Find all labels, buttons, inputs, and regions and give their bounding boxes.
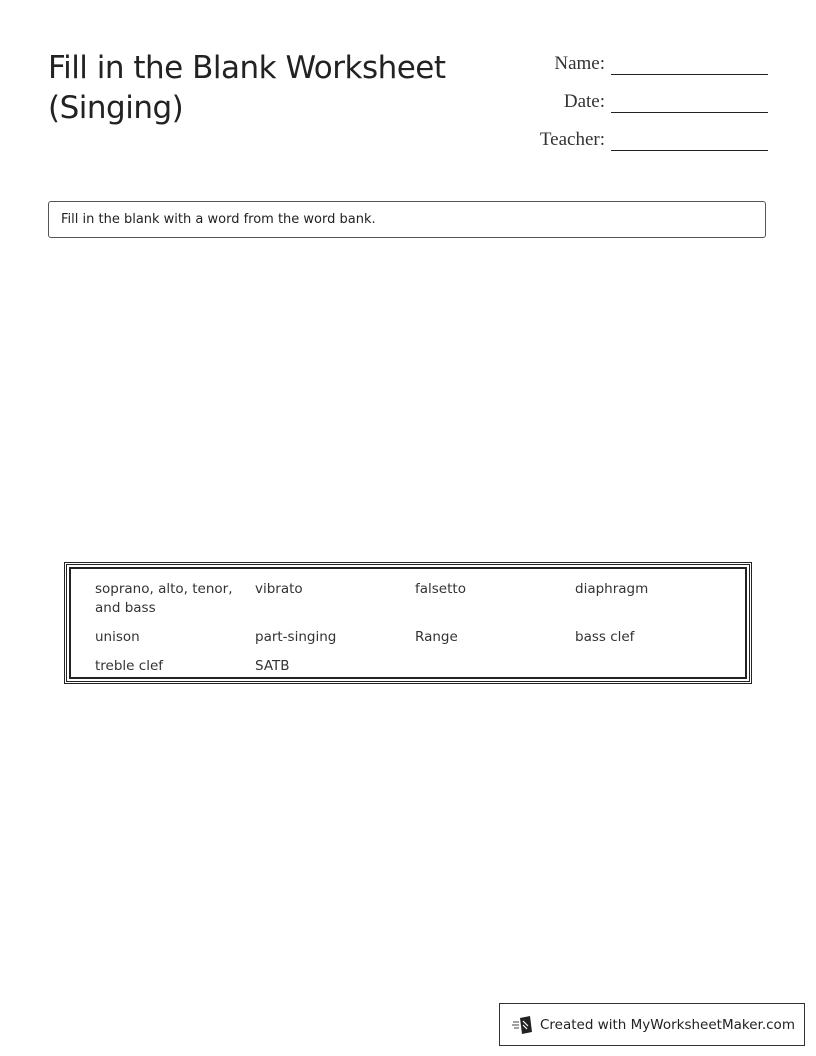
instructions-text: Fill in the blank with a word from the word bank. — [61, 212, 376, 227]
word-bank-item: SATB — [255, 658, 290, 674]
instructions-box — [48, 201, 766, 238]
teacher-blank-line[interactable] — [611, 128, 768, 151]
name-blank-line[interactable] — [611, 52, 768, 75]
name-field — [554, 52, 768, 75]
title-line-1: Fill in the Blank Worksheet — [48, 50, 446, 86]
word-bank-item: bass clef — [575, 629, 635, 645]
word-bank-item: diaphragm — [575, 581, 649, 597]
word-bank-item: soprano, alto, tenor, and bass — [95, 581, 233, 616]
footer-badge[interactable] — [499, 1003, 805, 1046]
word-bank-item: Range — [415, 629, 458, 645]
date-label: Date: — [563, 91, 605, 112]
word-bank-item: falsetto — [415, 581, 466, 597]
word-bank-item: unison — [95, 629, 140, 645]
teacher-field — [540, 128, 768, 151]
title-line-2: (Singing) — [48, 90, 184, 126]
word-bank-item: vibrato — [255, 581, 303, 597]
word-bank — [64, 562, 752, 684]
word-bank-item: part-singing — [255, 629, 337, 645]
name-label: Name: — [554, 53, 605, 74]
worksheet-title — [48, 48, 446, 128]
word-bank-item: treble clef — [95, 658, 164, 674]
worksheet-maker-logo-icon — [512, 1015, 534, 1035]
footer-text: Created with MyWorksheetMaker.com — [540, 1016, 795, 1033]
teacher-label: Teacher: — [539, 129, 605, 150]
date-field — [564, 90, 768, 113]
date-blank-line[interactable] — [611, 90, 768, 113]
